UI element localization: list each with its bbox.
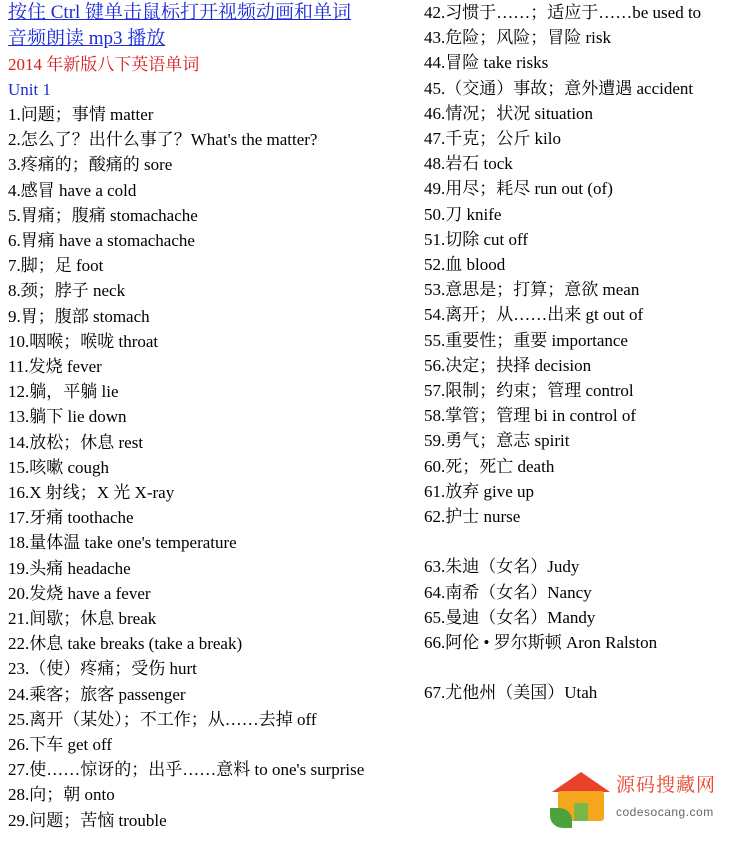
vocab-entry: 22.休息 take breaks (take a break) [8,634,243,654]
vocab-entry: 50.刀 knife [424,204,502,224]
vocab-entry: 52.血 blood [424,255,506,275]
left-column [8,0,368,833]
vocab-entry: 43.危险；风险；冒险 risk [424,28,611,48]
spacer [424,529,748,554]
vocab-entry: 58.掌管；管理 bi in control of [424,406,637,426]
vocab-entry: 26.下车 get off [8,735,113,755]
vocab-entry: 6.胃痛 have a stomachache [8,231,195,251]
vocab-entry: 66.阿伦 • 罗尔斯顿 Aron Ralston [424,633,658,653]
vocab-entry: 1.问题；事情 matter [8,105,154,124]
spacer [424,655,748,680]
vocab-entry: 7.脚；足 foot [8,256,104,276]
vocab-entry: 48.岩石 tock [424,154,513,174]
vocab-entry: 61.放弃 give up [424,481,535,501]
vocab-entry: 42.习惯于……；适应于……be used to [424,3,702,22]
vocab-entry: 18.量体温 take one's temperature [8,533,237,553]
vocab-entry: 16.X 射线；X 光 X-ray [8,483,175,503]
vocab-entry: 49.用尽；耗尽 run out (of) [424,179,613,199]
vocab-entry: 54.离开；从……出来 gt out of [424,305,644,325]
vocab-entry: 55.重要性；重要 importance [424,330,628,350]
vocab-entry: 2.怎么了？出什么事了？What's the matter? [8,130,318,150]
video-audio-link[interactable]: 按住 Ctrl 键单击鼠标打开视频动画和单词音频朗读 mp3 播放 [8,2,352,49]
vocab-entry: 63.朱迪（女名）Judy [424,557,580,577]
vocab-entry: 65.曼迪（女名）Mandy [424,607,596,627]
site-watermark [550,770,740,832]
vocab-entry: 19.头痛 headache [8,558,131,578]
vocab-entry: 23.（使）疼痛；受伤 hurt [8,659,197,679]
watermark-subtitle: codesocang.com [616,805,714,819]
vocab-entry: 46.情况；状况 situation [424,103,594,123]
document-subtitle: 2014 年新版八下英语单词 [8,55,200,74]
vocab-entry: 10.咽喉；喉咙 throat [8,331,159,351]
vocab-entry: 59.勇气；意志 spirit [424,431,570,451]
vocab-entry: 57.限制；约束；管理 control [424,381,634,401]
vocab-entry: 4.感冒 have a cold [8,180,137,200]
vocab-entry: 12.躺，平躺 lie [8,382,119,402]
vocab-entry: 47.千克；公斤 kilo [424,129,561,149]
vocab-entry: 24.乘客；旅客 passenger [8,684,186,704]
vocab-entry: 62.护士 nurse [424,507,521,527]
vocab-entry: 8.颈；脖子 neck [8,281,126,301]
vocab-entry: 67.尤他州（美国）Utah [424,683,598,703]
vocab-entry: 14.放松；休息 rest [8,432,144,452]
vocab-entry: 25.离开（某处）；不工作；从……去掉 off [8,709,317,729]
watermark-title: 源码搜藏网 [616,775,717,796]
right-column [424,0,748,706]
vocab-entry: 11.发烧 fever [8,357,102,377]
vocab-entry: 13.躺下 lie down [8,407,127,427]
vocab-entry: 56.决定；抉择 decision [424,355,592,375]
vocab-entry: 17.牙痛 toothache [8,508,134,528]
vocab-entry: 29.问题；苦恼 trouble [8,810,167,830]
vocab-entry: 15.咳嗽 cough [8,457,110,477]
vocab-entry: 9.胃；腹部 stomach [8,306,150,326]
vocab-entry: 3.疼痛的；酸痛的 sore [8,155,173,175]
watermark-text [616,774,740,820]
house-icon [550,770,612,828]
vocab-entry: 28.向；朝 onto [8,785,115,805]
vocab-entry: 5.胃痛；腹痛 stomachache [8,205,198,225]
vocab-entry: 45.（交通）事故；意外遭遇 accident [424,78,694,98]
vocab-entry: 53.意思是；打算；意欲 mean [424,280,640,300]
vocab-entry: 51.切除 cut off [424,229,529,249]
vocab-entry: 21.间歇；休息 break [8,609,157,629]
vocab-entry: 64.南希（女名）Nancy [424,582,592,602]
unit-heading: Unit 1 [8,80,51,99]
vocab-entry: 20.发烧 have a fever [8,583,151,603]
vocab-entry: 44.冒险 take risks [424,53,549,73]
vocab-entry: 27.使……惊讶的；出乎……意料 to one's surprise [8,760,365,780]
vocab-entry: 60.死；死亡 death [424,456,555,476]
